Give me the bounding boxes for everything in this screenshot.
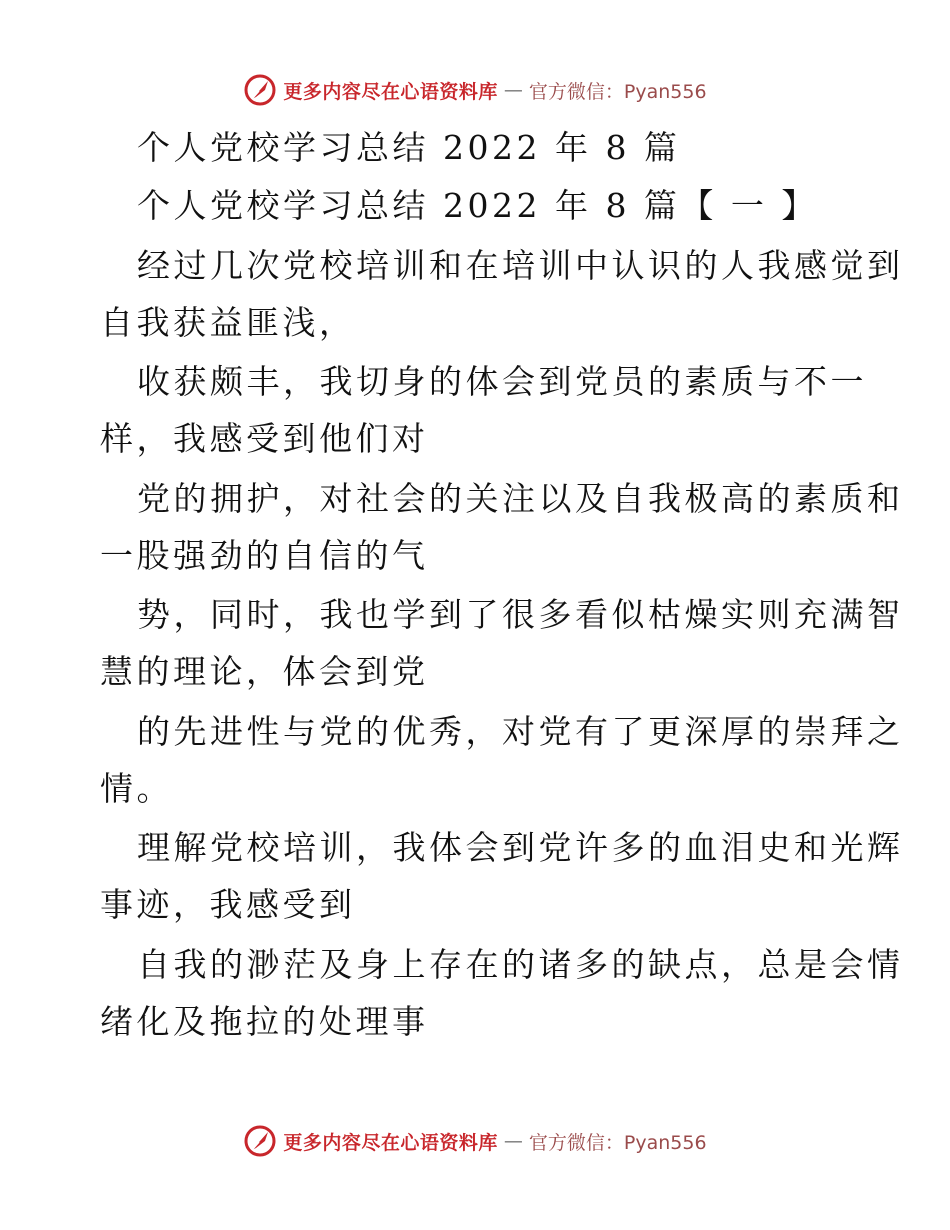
paragraph-line: 一股强劲的自信的气 — [100, 536, 429, 575]
paragraph-line: 慧的理论，体会到党 — [100, 652, 429, 691]
paragraph-line: 势，同时，我也学到了很多看似枯燥实则充满智 — [137, 595, 904, 634]
paragraph-line: 绪化及拖拉的处理事 — [100, 1002, 429, 1041]
watermark-separator: — — [503, 79, 523, 101]
paragraph-line: 事迹，我感受到 — [100, 885, 356, 924]
watermark-text: 更多内容尽在心语资料库 — [283, 1131, 498, 1154]
paragraph-line: 情。 — [100, 769, 173, 808]
quill-logo-icon — [243, 1124, 277, 1158]
paragraph-line: 理解党校培训，我体会到党许多的血泪史和光辉 — [137, 828, 904, 867]
paragraph-line: 的先进性与党的优秀，对党有了更深厚的崇拜之 — [137, 712, 904, 751]
watermark-text: 更多内容尽在心语资料库 — [283, 80, 498, 103]
document-subtitle: 个人党校学习总结 2022 年 8 篇【 一 】 — [137, 186, 818, 225]
watermark-separator: — — [503, 1130, 523, 1152]
quill-logo-icon — [243, 73, 277, 107]
watermark-wechat: 官方微信：Pyan556 — [528, 80, 707, 103]
watermark-wechat: 官方微信：Pyan556 — [528, 1131, 707, 1154]
paragraph-line: 样，我感受到他们对 — [100, 419, 429, 458]
paragraph-line: 收获颇丰，我切身的体会到党员的素质与不一 — [137, 362, 867, 401]
paragraph-line: 党的拥护，对社会的关注以及自我极高的素质和 — [137, 479, 904, 518]
document-title: 个人党校学习总结 2022 年 8 篇 — [137, 128, 681, 167]
paragraph-line: 经过几次党校培训和在培训中认识的人我感觉到 — [137, 246, 904, 285]
footer-watermark — [0, 1119, 950, 1163]
header-watermark — [0, 68, 950, 112]
paragraph-line: 自我获益匪浅， — [100, 303, 356, 342]
paragraph-line: 自我的渺茫及身上存在的诸多的缺点，总是会情 — [137, 945, 904, 984]
